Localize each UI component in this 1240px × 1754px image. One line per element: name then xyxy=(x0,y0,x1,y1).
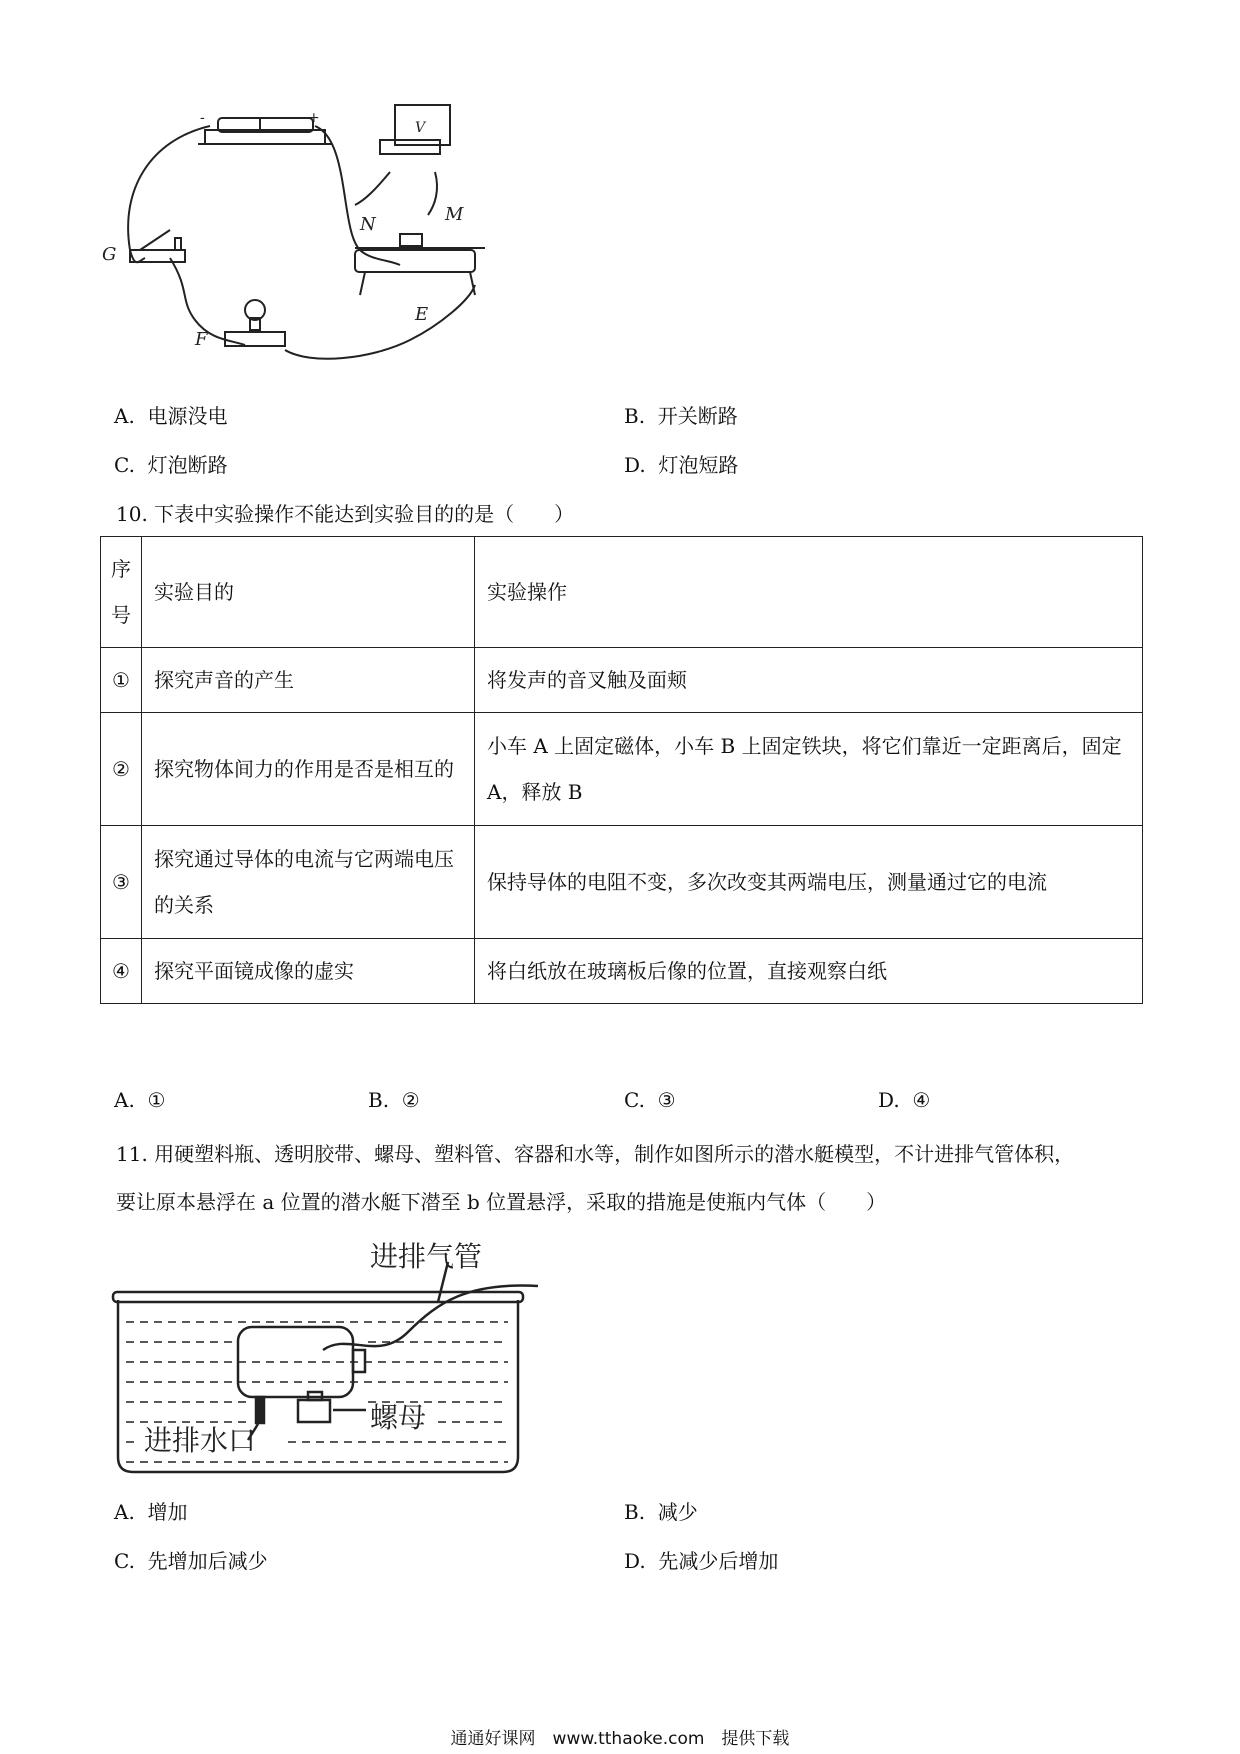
table-row xyxy=(101,648,1143,713)
label-m: M xyxy=(445,204,464,225)
option-text: 增加 xyxy=(147,1500,188,1524)
option-letter: C. xyxy=(114,453,135,477)
label-inlet: 进排水口 xyxy=(144,1424,257,1457)
nut xyxy=(298,1400,330,1422)
table-header-row xyxy=(101,537,1143,648)
q10-option-d[interactable] xyxy=(878,1088,930,1112)
table-row xyxy=(101,713,1143,826)
row-goal: 探究声音的产生 xyxy=(142,648,475,713)
option-text: ③ xyxy=(657,1088,676,1112)
experiment-table xyxy=(100,536,1143,1004)
q11-stem-line2: 要让原本悬浮在 a 位置的潜水艇下潜至 b 位置悬浮，采取的措施是使瓶内气体（ ） xyxy=(116,1190,887,1214)
page-footer: 通通好课网 www.tthaoke.com 提供下载 xyxy=(450,1729,790,1749)
table-row xyxy=(101,939,1143,1004)
option-text: 灯泡断路 xyxy=(147,453,228,477)
label-e: E xyxy=(415,304,429,325)
option-letter: A. xyxy=(114,1088,135,1112)
option-text: ② xyxy=(401,1088,420,1112)
header-op: 实验操作 xyxy=(475,537,1143,648)
q10-option-a[interactable] xyxy=(114,1088,165,1112)
q11-option-b[interactable] xyxy=(624,1496,698,1525)
option-text: 灯泡短路 xyxy=(658,453,739,477)
bulb xyxy=(225,300,285,346)
submarine-figure xyxy=(108,1232,548,1482)
option-text: 先减少后增加 xyxy=(658,1549,779,1573)
header-no: 序号 xyxy=(101,537,142,648)
option-text: 开关断路 xyxy=(657,404,738,428)
label-pipe: 进排气管 xyxy=(370,1240,483,1273)
option-letter: C. xyxy=(114,1549,135,1573)
label-plus: + xyxy=(308,110,320,126)
header-goal: 实验目的 xyxy=(142,537,475,648)
q11-option-c[interactable] xyxy=(114,1545,268,1574)
option-letter: D. xyxy=(624,453,646,477)
label-minus: - xyxy=(200,110,205,126)
switch xyxy=(130,230,185,262)
row-op: 将发声的音叉触及面颊 xyxy=(475,648,1143,713)
q10-option-c[interactable] xyxy=(624,1088,676,1112)
circuit-figure xyxy=(102,110,560,380)
q10-stem: 10. 下表中实验操作不能达到实验目的的是（ ） xyxy=(116,502,575,526)
inlet xyxy=(256,1397,264,1423)
option-letter: B. xyxy=(624,1500,646,1524)
option-letter: C. xyxy=(624,1088,645,1112)
option-text: 减少 xyxy=(657,1500,698,1524)
pipe xyxy=(323,1285,538,1350)
row-goal: 探究通过导体的电流与它两端电压的关系 xyxy=(142,826,475,939)
option-letter: D. xyxy=(878,1088,900,1112)
option-letter: B. xyxy=(368,1088,390,1112)
option-letter: B. xyxy=(624,404,646,428)
q9-option-d[interactable] xyxy=(624,449,738,478)
option-text: ④ xyxy=(912,1088,931,1112)
option-text: ① xyxy=(147,1088,166,1112)
q11-stem-line1: 11. 用硬塑料瓶、透明胶带、螺母、塑料管、容器和水等，制作如图所示的潜水艇模型，不计进排气管体积， xyxy=(116,1142,1075,1166)
row-op: 小车 A 上固定磁体，小车 B 上固定铁块，将它们靠近一定距离后，固定 A，释放 B xyxy=(475,713,1143,826)
table-row xyxy=(101,826,1143,939)
row-op: 保持导体的电阻不变，多次改变其两端电压，测量通过它的电流 xyxy=(475,826,1143,939)
row-goal: 探究平面镜成像的虚实 xyxy=(142,939,475,1004)
option-text: 电源没电 xyxy=(147,404,228,428)
q9-option-b[interactable] xyxy=(624,400,738,429)
option-letter: A. xyxy=(114,404,135,428)
option-letter: D. xyxy=(624,1549,646,1573)
q9-option-c[interactable] xyxy=(114,449,228,478)
row-no: ① xyxy=(101,648,142,713)
rheostat xyxy=(355,234,485,295)
q9-option-a[interactable] xyxy=(114,400,228,429)
row-goal: 探究物体间力的作用是否是相互的 xyxy=(142,713,475,826)
option-text: 先增加后减少 xyxy=(147,1549,268,1573)
q11-option-d[interactable] xyxy=(624,1545,778,1574)
label-nut: 螺母 xyxy=(370,1401,427,1434)
q10-option-b[interactable] xyxy=(368,1088,420,1112)
label-f: F xyxy=(195,329,208,350)
option-letter: A. xyxy=(114,1500,135,1524)
row-no: ③ xyxy=(101,826,142,939)
q11-option-a[interactable] xyxy=(114,1496,188,1525)
row-no: ② xyxy=(101,713,142,826)
label-n: N xyxy=(360,214,376,235)
label-voltmeter: V xyxy=(415,120,426,136)
label-g: G xyxy=(102,244,117,265)
row-no: ④ xyxy=(101,939,142,1004)
row-op: 将白纸放在玻璃板后像的位置，直接观察白纸 xyxy=(475,939,1143,1004)
